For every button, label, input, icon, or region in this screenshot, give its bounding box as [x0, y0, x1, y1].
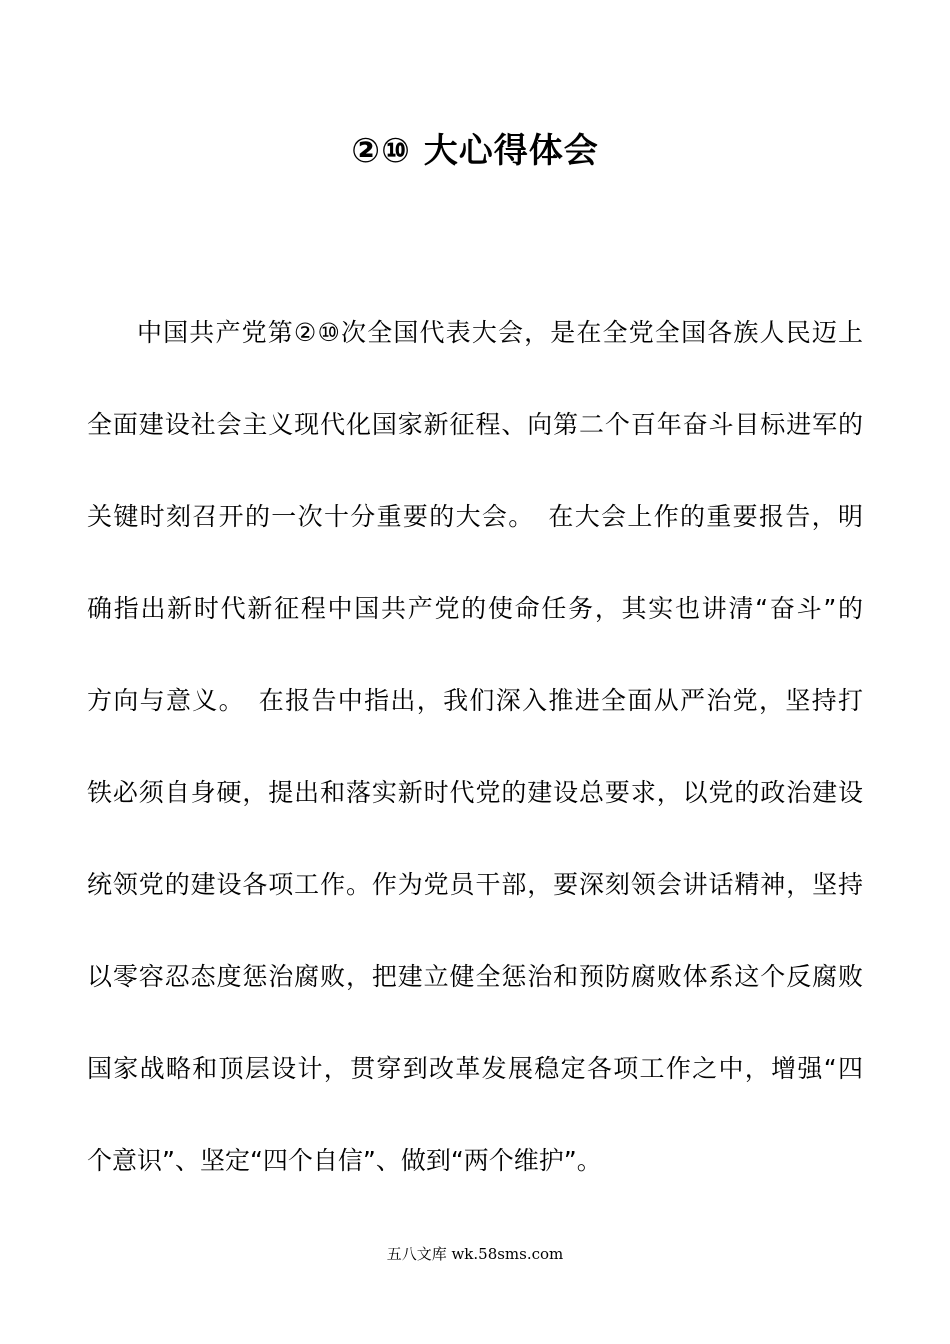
footer-watermark: 五八文库 wk.58sms.com: [386, 1245, 564, 1263]
paragraph-line: 个意识”、坚定“四个自信”、做到“两个维护”。: [87, 1146, 602, 1175]
paragraph-line: 以零容忍态度惩治腐败，把建立健全惩治和预防腐败体系这个反腐败: [87, 962, 863, 991]
document-title: ②⑩ 大心得体会: [351, 131, 599, 171]
paragraph-line: 铁必须自身硬，提出和落实新时代党的建设总要求，以党的政治建设: [87, 778, 863, 807]
paragraph-line: 中国共产党第②⑩次全国代表大会，是在全党全国各族人民迈上: [137, 318, 863, 347]
paragraph-line: 全面建设社会主义现代化国家新征程、向第二个百年奋斗目标进军的: [87, 410, 863, 439]
document-paragraph: [87, 308, 863, 1228]
paragraph-line: 确指出新时代新征程中国共产党的使命任务，其实也讲清“奋斗”的: [87, 594, 863, 623]
paragraph-line: 方向与意义。 在报告中指出，我们深入推进全面从严治党，坚持打: [87, 686, 863, 715]
paragraph-line: 国家战略和顶层设计，贯穿到改革发展稳定各项工作之中，增强“四: [87, 1054, 863, 1083]
paragraph-line: 统领党的建设各项工作。作为党员干部，要深刻领会讲话精神，坚持: [87, 870, 863, 899]
paragraph-line: 关键时刻召开的一次十分重要的大会。 在大会上作的重要报告，明: [87, 502, 863, 531]
